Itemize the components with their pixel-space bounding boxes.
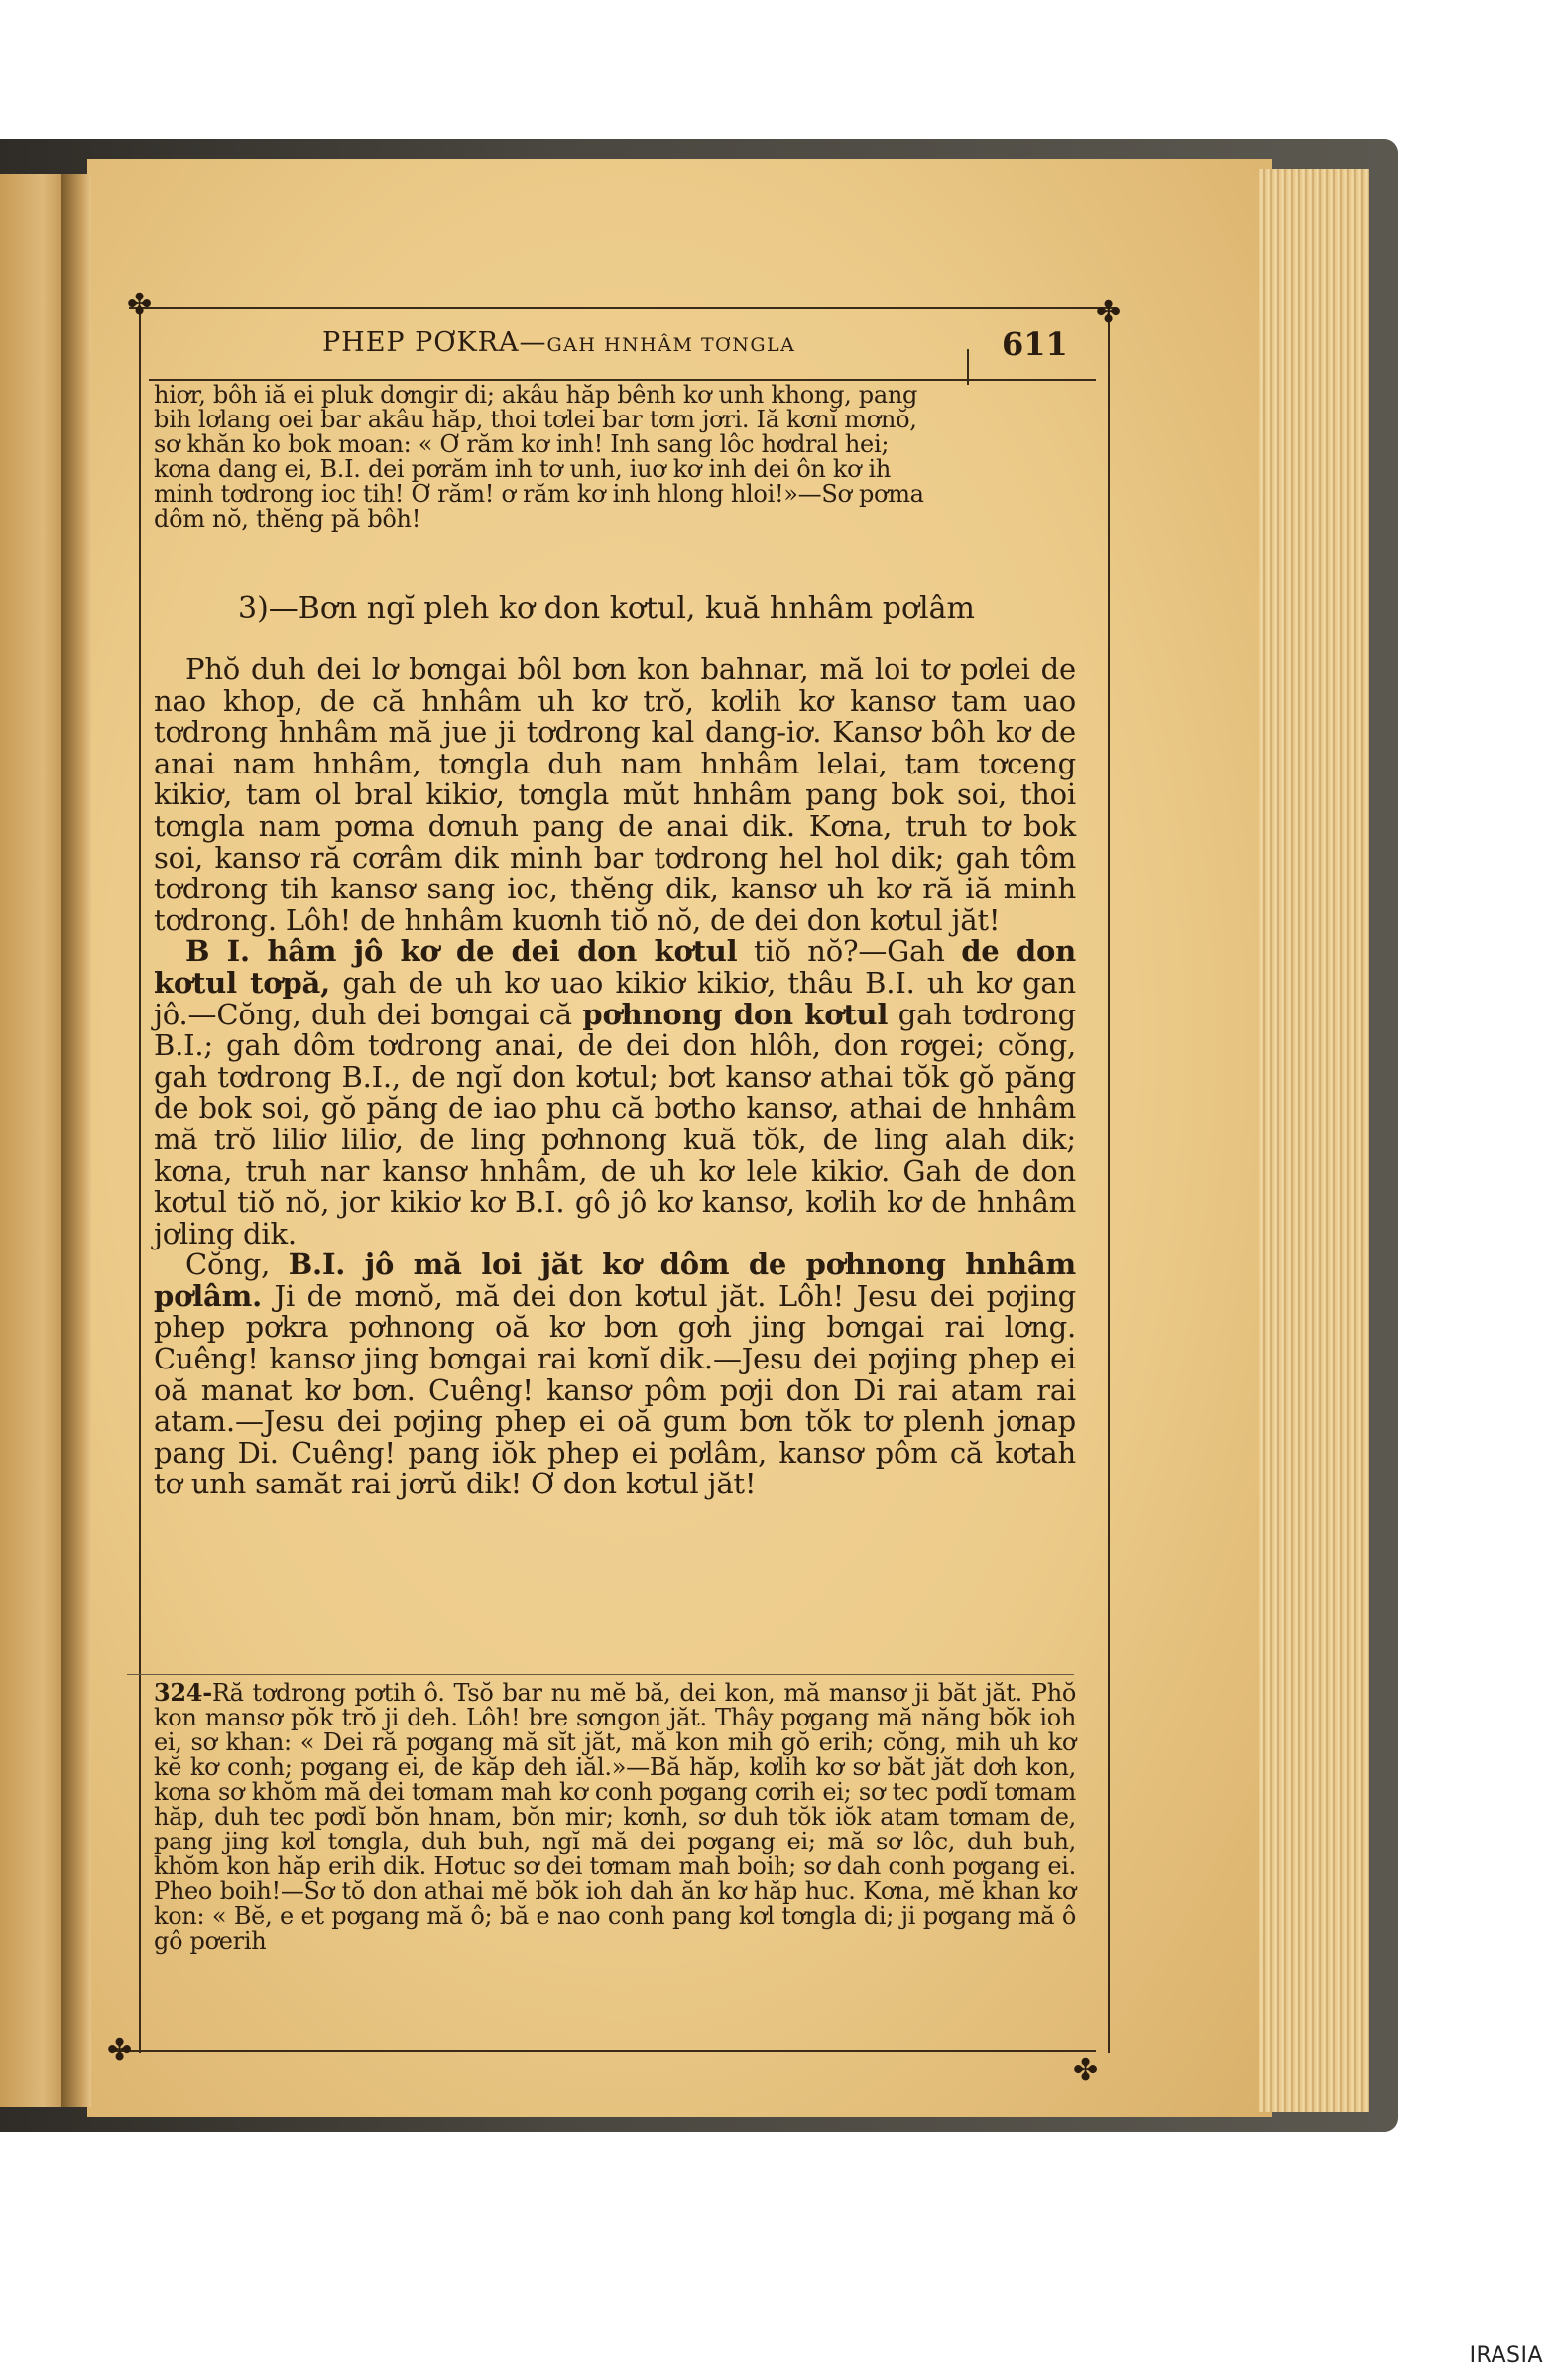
running-header xyxy=(322,327,957,358)
text-run: Cŏng, xyxy=(185,1248,289,1282)
header-separator xyxy=(967,349,969,385)
corner-ornament-icon: ✤ xyxy=(1073,2053,1099,2087)
watermark: IRASIA xyxy=(1469,2343,1543,2368)
intro-line: sơ khăn ko bok moan: « Ơ răm kơ inh! Inh sang lôc hơdral hei; xyxy=(154,430,890,458)
story-text: Ră tơdrong pơtih ô. Tsŏ bar nu mĕ bă, dei kon, mă mansơ ji băt jăt. Phŏ kon mansơ pŏk trŏ ji deh. Lôh! bre sơngon jăt. Thây pơgang mă năng bŏk ioh ei, sơ khan: « Dei ră pơgang mă sĭt jăt, mă kon mih gŏ erih; cŏng, mih uh kơ kĕ kơ conh; pơgang ei, de kăp deh iăl.»—Bă hăp, kơlih kơ sơ băt jăt dơh kon, kơna sơ khŏm mă dei tơmam mah kơ conh pơgang cơrih ei; sơ tec pơdĭ tơmam hăp, duh tec pơdĭ bŏn hnam, bŏn mir; kơnh, sơ duh tŏk iŏk atam tơmam de, pang jing kơl tơngla, duh buh, ngĭ mă dei pơgang ei; mă sơ lôc, duh buh, khŏm kon hăp erih dik. Hơtuc sơ dei tơmam mah boih; sơ dah conh pơgang ei. Pheo boih!—Sơ tŏ don athai mĕ bŏk ioh dah ăn kơ hăp huc. Kơna, mĕ khan kơ kon: « Bĕ, e et pơgang mă ô; bă e nao conh pang kơl tơngla di; ji pơgang mă ô gô pơerih xyxy=(154,1679,1076,1955)
text-run: tiŏ nŏ?—Gah xyxy=(737,934,962,969)
corner-ornament-icon: ✤ xyxy=(1096,296,1122,330)
corner-ornament-icon: ✤ xyxy=(127,288,153,322)
paragraph-1: Phŏ duh dei lơ bơngai bôl bơn kon bahnar, mă loi tơ pơlei de nao khop, de că hnhâm uh kơ trŏ, kơlih kơ kansơ tam uao tơdrong hnhâm mă jue ji tơdrong kal dang-iơ. Kansơ bôh kơ de anai nam hnhâm, tơngla duh nam hnhâm lelai, tam tơceng kikiơ, tam ol bral kikiơ, tơngla mŭt hnhâm pang bok soi, thoi tơngla nam pơma dơnuh pang de anai dik. Kơna, truh tơ bok soi, kansơ ră cơrâm dik minh bar tơdrong hel hol dik; gah tôm tơdrong tih kansơ sang ioc, thĕng dik, kansơ uh kơ ră iă minh tơdrong. Lôh! de hnhâm kuơnh tiŏ nŏ, de dei don kơtul jăt! xyxy=(154,653,1076,937)
main-text xyxy=(154,654,1076,1500)
text-run: Ji de mơnŏ, mă dei don kơtul jăt. Lôh! Jesu dei pơjing phep pơkra pơhnong oă kơ bơn gơh jing bơngai rai lơng. Cuêng! kansơ jing bơngai rai kơnĭ dik.—Jesu dei pơjing phep ei oă manat kơ bơn. Cuêng! kansơ pôm pơji don Di rai atam rai atam.—Jesu dei pơjing phep ei oă gum bơn tŏk tơ plenh jơnap pang Di. Cuêng! pang iŏk phep ei pơlâm, kansơ pôm că kơtah tơ unh samăt rai jơrŭ dik! Ơ don kơtul jăt! xyxy=(154,1278,1076,1501)
section-heading: 3)—Bơn ngĭ pleh kơ don kơtul, kuă hnhâm pơlâm xyxy=(238,591,975,626)
header-title-small: GAH HNHÂM TƠNGLA xyxy=(546,334,796,356)
page-edges xyxy=(1259,169,1369,2112)
story-block xyxy=(154,1680,1076,1954)
intro-line: minh tơdrong ioc tih! Ơ răm! ơ răm kơ inh hlong hloi!»—Sơ pơma xyxy=(154,480,924,508)
frame-rule-left xyxy=(139,307,141,2053)
section-divider xyxy=(127,1674,1074,1675)
frame-rule-bottom xyxy=(114,2050,1096,2052)
bold-phrase: B.I. jô mă loi jăt kơ dôm de pơhnong hnhâm pơlâm. xyxy=(154,1248,1076,1313)
paragraph-2 xyxy=(154,936,1076,1250)
text-run: gah de uh kơ uao kikiơ kikiơ, thâu B.I. uh kơ gan jô.—Cŏng, duh dei bơngai că xyxy=(154,965,1076,1031)
intro-line: dôm nŏ, thĕng pă bôh! xyxy=(154,505,421,533)
intro-line: hiơr, bôh iă ei pluk dơngir di; akâu hăp bênh kơ unh khong, pang xyxy=(154,381,918,409)
bold-phrase: pơhnong don kơtul xyxy=(582,997,889,1031)
corner-ornament-icon: ✤ xyxy=(107,2033,133,2068)
story-number: 324- xyxy=(154,1678,212,1707)
intro-line: bih lơlang oei bar akâu hăp, thoi tơlei bar tơm jơri. Iă kơnĭ mơnŏ, xyxy=(154,406,917,433)
story-paragraph xyxy=(154,1680,1076,1954)
page-number: 611 xyxy=(1002,325,1068,363)
paragraph-3 xyxy=(154,1250,1076,1500)
bold-phrase: B I. hâm jô kơ de dei don kơtul xyxy=(185,934,738,969)
bold-phrase: de don kơtul tơpă, xyxy=(154,934,1076,1000)
text-run: gah tơdrong B.I.; gah dôm tơdrong anai, de dei don hlôh, don rơgei; cŏng, gah tơdrong B.I., de ngĭ don kơtul; bơt kansơ athai tŏk gŏ păng de bok soi, gŏ păng de iao phu că bơtho kansơ, athai de hnhâm mă trŏ liliơ liliơ, de ling pơhnong kuă tŏk, de ling alah dik; kơna, truh nar kansơ hnhâm, de uh kơ lele kikiơ. Gah de don kơtul tiŏ nŏ, jor kikiơ kơ B.I. gô jô kơ kansơ, kơlih kơ de hnhâm jơling dik. xyxy=(154,997,1076,1250)
frame-rule-top xyxy=(129,307,1116,309)
book-gutter xyxy=(61,174,91,2107)
intro-line: kơna dang ei, B.I. dei pơrăm inh tơ unh, iuơ kơ inh dei ôn kơ ih xyxy=(154,455,892,483)
intro-block xyxy=(154,383,1076,532)
frame-rule-right xyxy=(1108,307,1110,2053)
header-title-main: PHEP PƠKRA— xyxy=(322,327,547,358)
